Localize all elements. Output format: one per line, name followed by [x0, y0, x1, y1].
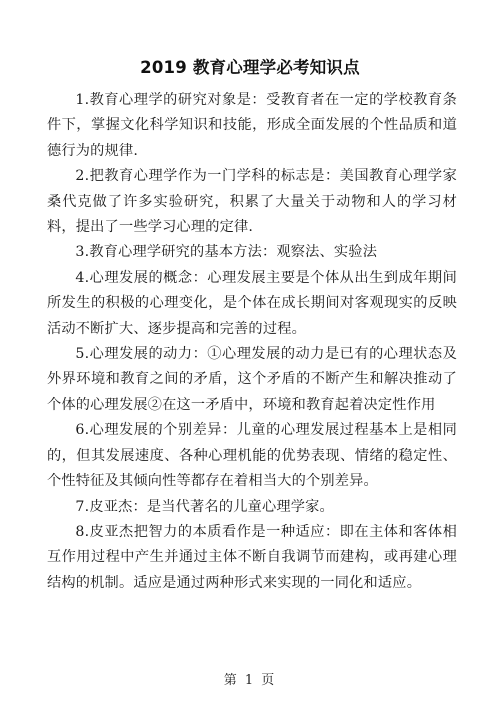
paragraph-3: 3.教育心理学研究的基本方法：观察法、实验法 [75, 244, 378, 261]
paragraph-8: 8.皮亚杰把智力的本质看作是一种适应：即在主体和客体相互作用过程中产生并通过主体不断自我调节而建构，或再建心理结构的机制。适应是通过两种形式来实现的一同化和适应。 [47, 523, 457, 591]
paragraph-6: 6.心理发展的个别差异：儿童的心理发展过程基本上是相同的，但其发展速度、各种心理机能的优势表现、情绪的稳定性、个性特征及其倾向性等都存在着相当大的个别差异。 [47, 422, 457, 490]
paragraph-7: 7.皮亚杰：是当代著名的儿童心理学家。 [75, 498, 334, 515]
document-body [47, 88, 457, 596]
document-title: 2019 教育心理学必考知识点 [140, 58, 360, 77]
paragraph-1: 1.教育心理学的研究对象是：受教育者在一定的学校教育条件下，掌握文化科学知识和技能，形成全面发展的个性品质和道德行为的规律. [47, 92, 457, 159]
paragraph-2: 2.把教育心理学作为一门学科的标志是：美国教育心理学家桑代克做了许多实验研究，积累了大量关于动物和人的学习材料，提出了一些学习心理的定律. [47, 168, 457, 236]
page-number: 第 1 页 [223, 673, 277, 688]
paragraph-5: 5.心理发展的动力：①心理发展的动力是已有的心理状态及外界环境和教育之间的矛盾，这个矛盾的不断产生和解决推动了个体的心理发展②在这一矛盾中，环境和教育起着决定性作用 [47, 346, 457, 413]
paragraph-4: 4.心理发展的概念：心理发展主要是个体从出生到成年期间所发生的积极的心理变化，是个体在成长期间对客观现实的反映活动不断扩大、逐步提高和完善的过程。 [47, 269, 457, 337]
